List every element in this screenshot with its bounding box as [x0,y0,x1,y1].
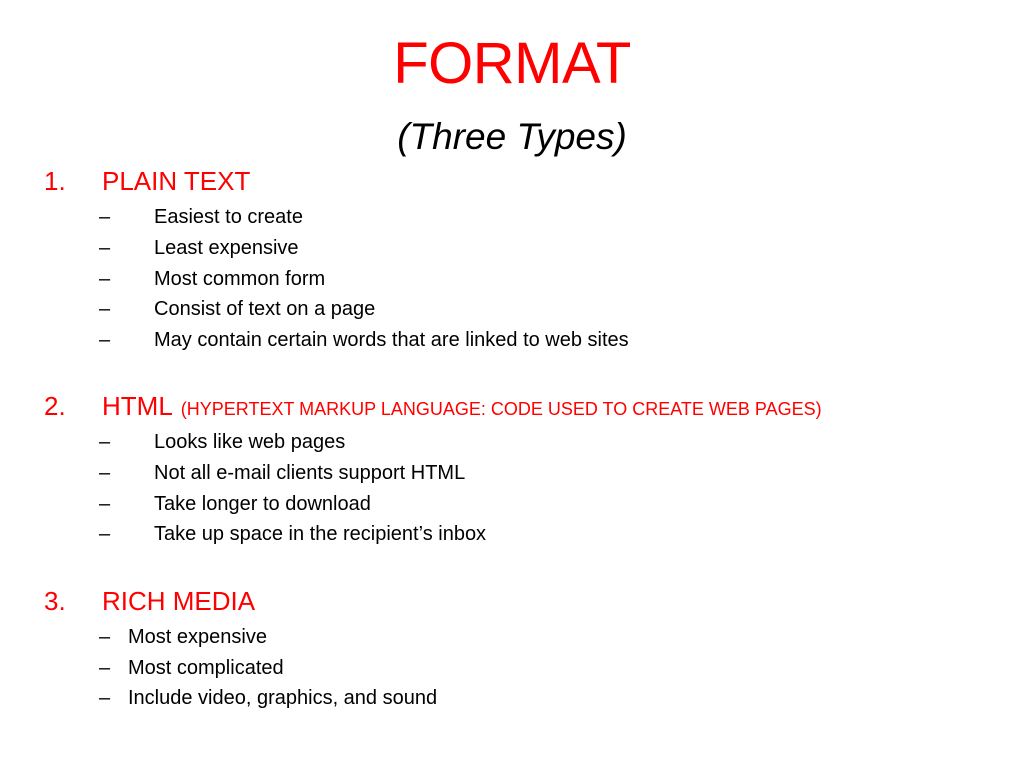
section-number: 3. [44,586,66,616]
list-item [99,428,345,456]
list-item [99,490,371,518]
list-item [99,203,303,231]
list-item [99,265,325,293]
list-item-text: Not all e-mail clients support HTML [154,462,466,484]
dash-bullet-icon: – [99,237,111,259]
list-item-text: Most common form [154,268,326,290]
list-item [99,234,299,262]
slide-subtitle: (Three Types) [397,116,627,157]
list-item-text: Looks like web pages [154,431,346,453]
dash-bullet-icon: – [99,523,111,545]
list-item-text: Least expensive [154,237,299,259]
dash-bullet-icon: – [99,206,111,228]
list-item [99,623,267,651]
section-heading-rich-media [44,585,255,617]
section-title: RICH MEDIA [102,586,256,616]
list-item [99,459,465,487]
section-title: HTML [102,391,173,421]
list-item [99,684,437,712]
section-heading-html [44,390,822,422]
dash-bullet-icon: – [99,462,111,484]
dash-bullet-icon: – [99,329,111,351]
section-number: 2. [44,391,66,421]
list-item [99,326,629,354]
list-item [99,295,375,323]
list-item-text: Easiest to create [154,206,303,228]
section-note: (HYPERTEXT MARKUP LANGUAGE: CODE USED TO CREATE WEB PAGES) [180,399,822,419]
list-item-text: Take longer to download [154,493,371,515]
list-item [99,654,284,682]
list-item-text: May contain certain words that are linked to web sites [154,329,629,351]
dash-bullet-icon: – [99,268,111,290]
list-item [99,520,486,548]
list-item-text: Take up space in the recipient’s inbox [154,523,487,545]
dash-bullet-icon: – [99,657,111,679]
dash-bullet-icon: – [99,493,111,515]
dash-bullet-icon: – [99,626,111,648]
list-item-text: Include video, graphics, and sound [128,687,438,709]
section-title: PLAIN TEXT [102,166,251,196]
dash-bullet-icon: – [99,431,111,453]
list-item-text: Most expensive [128,626,267,648]
slide-title: FORMAT [393,31,631,96]
list-item-text: Consist of text on a page [154,298,376,320]
section-heading-plain-text [44,165,250,197]
dash-bullet-icon: – [99,687,111,709]
list-item-text: Most complicated [128,657,284,679]
dash-bullet-icon: – [99,298,111,320]
section-number: 1. [44,166,66,196]
